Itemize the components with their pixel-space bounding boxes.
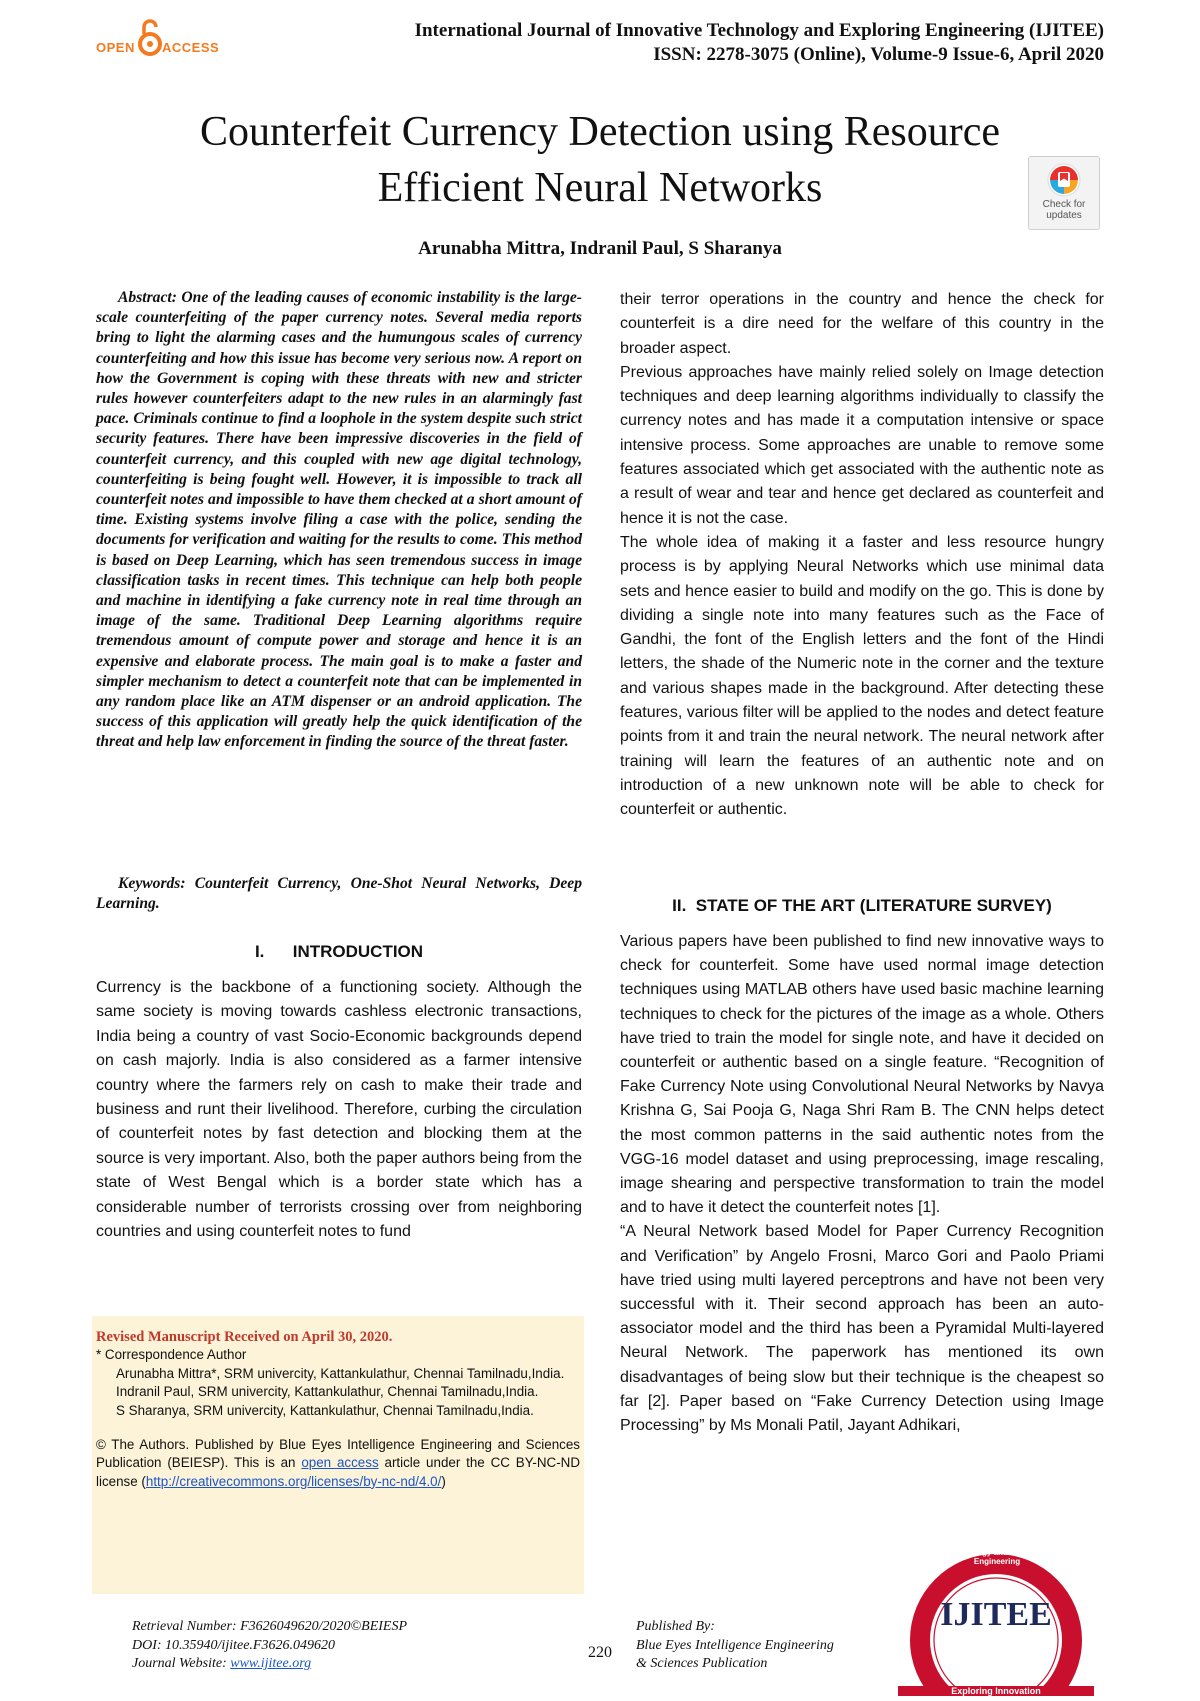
introduction-continued [620, 288, 1104, 823]
retrieval-number: Retrieval Number: F3626049620/2020©BEIESP [132, 1619, 408, 1634]
check-for-updates-badge[interactable] [1028, 156, 1100, 230]
open-lock-icon [138, 18, 162, 56]
section-heading-literature-survey: II. STATE OF THE ART (LITERATURE SURVEY) [672, 896, 1052, 915]
open-access-right-text: ACCESS [162, 40, 220, 55]
abstract-label: Abstract: [118, 289, 177, 306]
logo-ring-text: Technology and Exploring Engineering [947, 1548, 1047, 1566]
footer-right [636, 1618, 896, 1674]
abstract-text: One of the leading causes of economic instability is the large-scale counterfeiting of the paper currency notes. Several media reports bring to light the alarming cases and the humungous scales of currency counterfeiting and how this issue has become very serious now. A report on how the Government is coping with these threats with new and stricter rules however counterfeiters adapt to the new rules in an alarmingly fast pace. Criminals continue to find a loophole in the system despite such strict security features. There have been impressive discoveries in the field of counterfeit currency, and this coupled with new age digital technology, counterfeiting is being fought well. However, it is impossible to track all counterfeit notes and impossible to have them checked at a short amount of time. Existing systems involve filing a case with the police, sending the documents for verification and waiting for the results to come. This method is based on Deep Learning, which has seen tremendous success in image classification tasks in recent times. This technique can help both people and machine in identifying a fake currency note in real time through an image of the same. Traditional Deep Learning algorithms require tremendous amount of compute power and storage and hence it is an expensive and elaborate process. The main goal is to make a faster and simpler mechanism to detect a counterfeit note that can be implemented in any random place like an ATM dispenser or an android application. The success of this application will greatly help the quick identification of the threat and help law enforcement in finding the source of the threat faster. [96, 289, 582, 751]
keywords [96, 874, 582, 914]
correspondence-note: * Correspondence Author [96, 1347, 247, 1363]
paper-title-line2: Efficient Neural Networks [377, 165, 823, 211]
journal-website-link[interactable]: www.ijitee.org [230, 1656, 312, 1671]
logo-bottom-text: Exploring Innovation [951, 1686, 1041, 1696]
abstract [96, 288, 582, 753]
intro-paragraph: Previous approaches have mainly relied solely on Image detection techniques and deep learning algorithms individually to classify the currency notes and has made it a computation intensive or space intensive process. Some approaches are unable to remove some features associated which get associated with the authentic note as a result of wear and tear and hence get declared as counterfeit and hence it is not the case. [620, 363, 1104, 527]
logo-text: IJITEE [940, 1596, 1052, 1633]
survey-paragraph: Various papers have been published to find new innovative ways to check for counterfeit. Some have used normal image detection techniques using MATLAB others have used basic machine learning techniques to check for the pictures of the image as a whole. Others have tried to train the model for single note, and have it decided on counterfeit or authentic based on a single feature. “Recognition of Fake Currency Note using Convolutional Neural Networks by Navya Krishna G, Sai Pooja G, Naga Shri Ram B. The CNN helps detect the most common patterns in the said authentic notes from the VGG-16 model dataset and using preprocessing, image rescaling, image shearing and perspective transformation to train the model and to have it detect the counterfeit notes [1]. [620, 933, 1104, 1217]
publisher-line2: & Sciences Publication [636, 1656, 768, 1671]
literature-survey-body [620, 930, 1104, 1438]
published-by-label: Published By: [636, 1619, 715, 1634]
paper-title [60, 104, 1140, 216]
check-updates-line1: Check for [1042, 199, 1086, 210]
license-link[interactable]: http://creativecommons.org/licenses/by-nc-nd/4.0/ [145, 1473, 442, 1489]
survey-paragraph: “A Neural Network based Model for Paper Currency Recognition and Verification” by Angelo Frosni, Marco Gori and Paolo Priami have tried using multi layered perceptrons and have not been very successful with it. Their second approach has been an auto-associator model and the third has been a Pyramidal Multi-layered Neural Network. The paperwork has mentioned its own disadvantages of being slow but their technique is the cheapest so far [2]. Paper based on “Fake Currency Detection using Image Processing” by Ms Monali Patil, Jayant Adhikari, [620, 1223, 1104, 1435]
keywords-text: Keywords: Counterfeit Currency, One-Shot Neural Networks, Deep Learning. [96, 875, 582, 913]
author-list: Arunabha Mittra, Indranil Paul, S Sharanya [418, 238, 782, 259]
ijitee-logo [886, 1540, 1106, 1696]
introduction-body: Currency is the backbone of a functioning society. Although the same society is moving towards cashless electronic transactions, India being a country of vast Socio-Economic backgrounds depend on cash majorly. India is also considered as a farmer intensive country where the farmers rely on cash to make their trade and business and runt their livelihood. Therefore, curbing the circulation of counterfeit notes by fast detection and blocking them at the source is very important. Also, both the paper authors being from the state of West Bengal which is a border state which has a considerable number of terrorists crossing over from neighboring countries and using counterfeit notes to fund [96, 979, 582, 1241]
footer-left [132, 1618, 532, 1674]
open-access-logo [96, 18, 236, 58]
page-number: 220 [588, 1644, 612, 1661]
revised-date: Revised Manuscript Received on April 30, 2020. [96, 1329, 393, 1345]
author-affiliation: Arunabha Mittra*, SRM univercity, Kattankulathur, Chennai Tamilnadu,India. [116, 1365, 565, 1381]
journal-issn: ISSN: 2278-3075 (Online), Volume-9 Issue-6, April 2020 [653, 44, 1104, 65]
author-affiliation: Indranil Paul, SRM univercity, Kattankulathur, Chennai Tamilnadu,India. [116, 1384, 539, 1400]
open-access-left-text: OPEN [96, 40, 135, 55]
intro-paragraph: their terror operations in the country and hence the check for counterfeit is a dire need for the welfare of this country in the broader aspect. [620, 291, 1104, 357]
author-affiliation: S Sharanya, SRM univercity, Kattankulathur, Chennai Tamilnadu,India. [116, 1402, 534, 1418]
journal-name: International Journal of Innovative Technology and Exploring Engineering (IJITEE) [414, 20, 1104, 41]
open-access-link[interactable]: open access [301, 1455, 379, 1471]
doi: DOI: 10.35940/ijitee.F3626.049620 [132, 1637, 335, 1653]
crossmark-icon [1047, 163, 1081, 197]
check-updates-line2: updates [1046, 210, 1082, 221]
paper-title-line1: Counterfeit Currency Detection using Resource [199, 109, 1001, 155]
license-notice: © The Authors. Published by Blue Eyes Intelligence Engineering and Sciences Publication (BEIESP). This is an open access article under the CC BY-NC-ND license (http://creativecommons.org/licenses/by-nc-nd/4.0/) [96, 1437, 581, 1489]
section-heading-introduction: I. INTRODUCTION [254, 942, 424, 961]
footnote-box [92, 1316, 584, 1594]
journal-website: Journal Website: www.ijitee.org [132, 1656, 312, 1671]
publisher-line1: Blue Eyes Intelligence Engineering [636, 1637, 834, 1653]
intro-paragraph: The whole idea of making it a faster and less resource hungry process is by applying Neural Networks which use minimal data sets and hence easier to build and modify on the go. This is done by dividing a single note into many features such as the Face of Gandhi, the font of the English letters and the font of the Hindi letters, the shade of the Numeric note in the corner and the texture and various shapes made in the background. After detecting these features, various filter will be applied to the nodes and detect feature points from it and train the neural network. The neural network after training will learn the features of an authentic note and on introduction of a new unknown note will be able to check for counterfeit or authentic. [620, 533, 1104, 819]
